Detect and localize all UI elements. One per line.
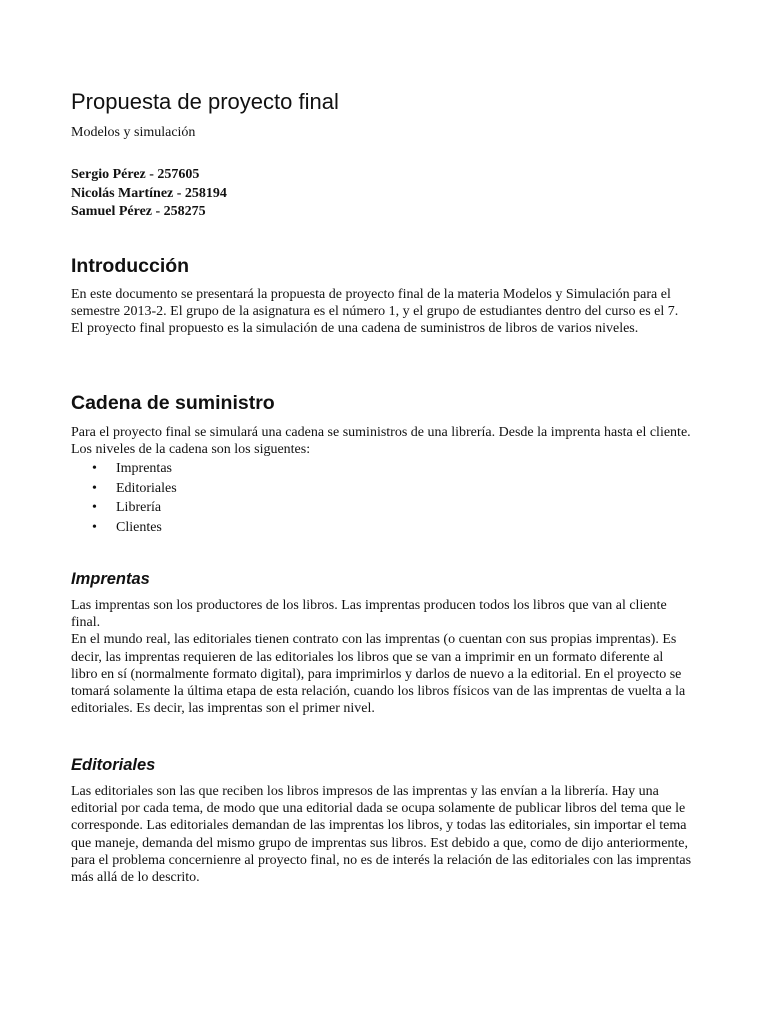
- paragraph: En este documento se presentará la propuesta de proyecto final de la materia Modelos y Simulación para el semestre 2013-2. El grupo de la asignatura es el número 1, y el grupo de estudiantes dentro del curso es el 7.: [71, 287, 679, 320]
- bullet-icon: •: [92, 461, 97, 476]
- section-body-introduccion: [71, 286, 693, 338]
- list-item-label: Imprentas: [116, 461, 172, 476]
- bullet-icon: •: [92, 480, 97, 496]
- author-item: Sergio Pérez - 257605: [71, 167, 200, 182]
- document-title: Propuesta de proyecto final: [71, 89, 339, 114]
- list-item: [71, 498, 177, 518]
- section-body-cadena: [71, 424, 693, 458]
- author-item: Nicolás Martínez - 258194: [71, 185, 227, 201]
- paragraph: El proyecto final propuesto es la simulación de una cadena de suministros de libros de varios niveles.: [71, 321, 639, 337]
- bullet-icon: •: [92, 500, 97, 515]
- list-item: [71, 518, 177, 538]
- section-heading-cadena: Cadena de suministro: [71, 392, 275, 414]
- bullet-icon: •: [92, 519, 97, 535]
- paragraph: Las editoriales son las que reciben los libros impresos de las imprentas y las envían a la librería. Hay una editorial por cada tema, de modo que una editorial dada se ocupa solamente de publicar libros del tema que le corresponde. Las editoriales demandan de las imprentas los libros, y todas las editoriales, sin importar el tema que maneje, demanda del mismo grupo de imprentas sus libros. Est debido a que, como de dijo anteriormente, para el problema concernienre al proyecto final, no es de interés la relación de las editoriales con las imprentas más allá de lo descrito.: [71, 784, 692, 886]
- subsection-body-imprentas: [71, 597, 693, 717]
- list-item: [71, 479, 177, 499]
- subsection-heading-editoriales: Editoriales: [71, 756, 156, 774]
- paragraph: Para el proyecto final se simulará una cadena se suministros de una librería. Desde la imprenta hasta el cliente. Los niveles de la cadena son los siguentes:: [71, 425, 691, 458]
- subsection-heading-imprentas: Imprentas: [71, 570, 150, 588]
- author-list: [71, 166, 227, 222]
- supply-levels-list: [71, 459, 177, 537]
- list-item-label: Clientes: [116, 519, 162, 535]
- paragraph: En el mundo real, las editoriales tienen contrato con las imprentas (o cuentan con sus propias imprentas). Es decir, las imprentas requieren de las editoriales los libros que se van a imprimir en un formato diferente al libro en sí (normalmente formato digital), para imprimirlos y darlos de nuevo a la editorial. En el proyecto se tomará solamente la última etapa de esta relación, cuando los libros físicos van de las imprentas de vuelta a la editoriales. Es decir, las imprentas son el primer nivel.: [71, 632, 686, 717]
- list-item: [71, 459, 177, 479]
- list-item-label: Editoriales: [116, 480, 177, 496]
- author-item: Samuel Pérez - 258275: [71, 204, 206, 219]
- list-item-label: Librería: [116, 500, 162, 515]
- subsection-body-editoriales: [71, 783, 693, 886]
- paragraph: Las imprentas son los productores de los libros. Las imprentas producen todos los libros que van al cliente final.: [71, 598, 667, 631]
- section-heading-introduccion: Introducción: [71, 255, 190, 277]
- document-subtitle: Modelos y simulación: [71, 125, 196, 140]
